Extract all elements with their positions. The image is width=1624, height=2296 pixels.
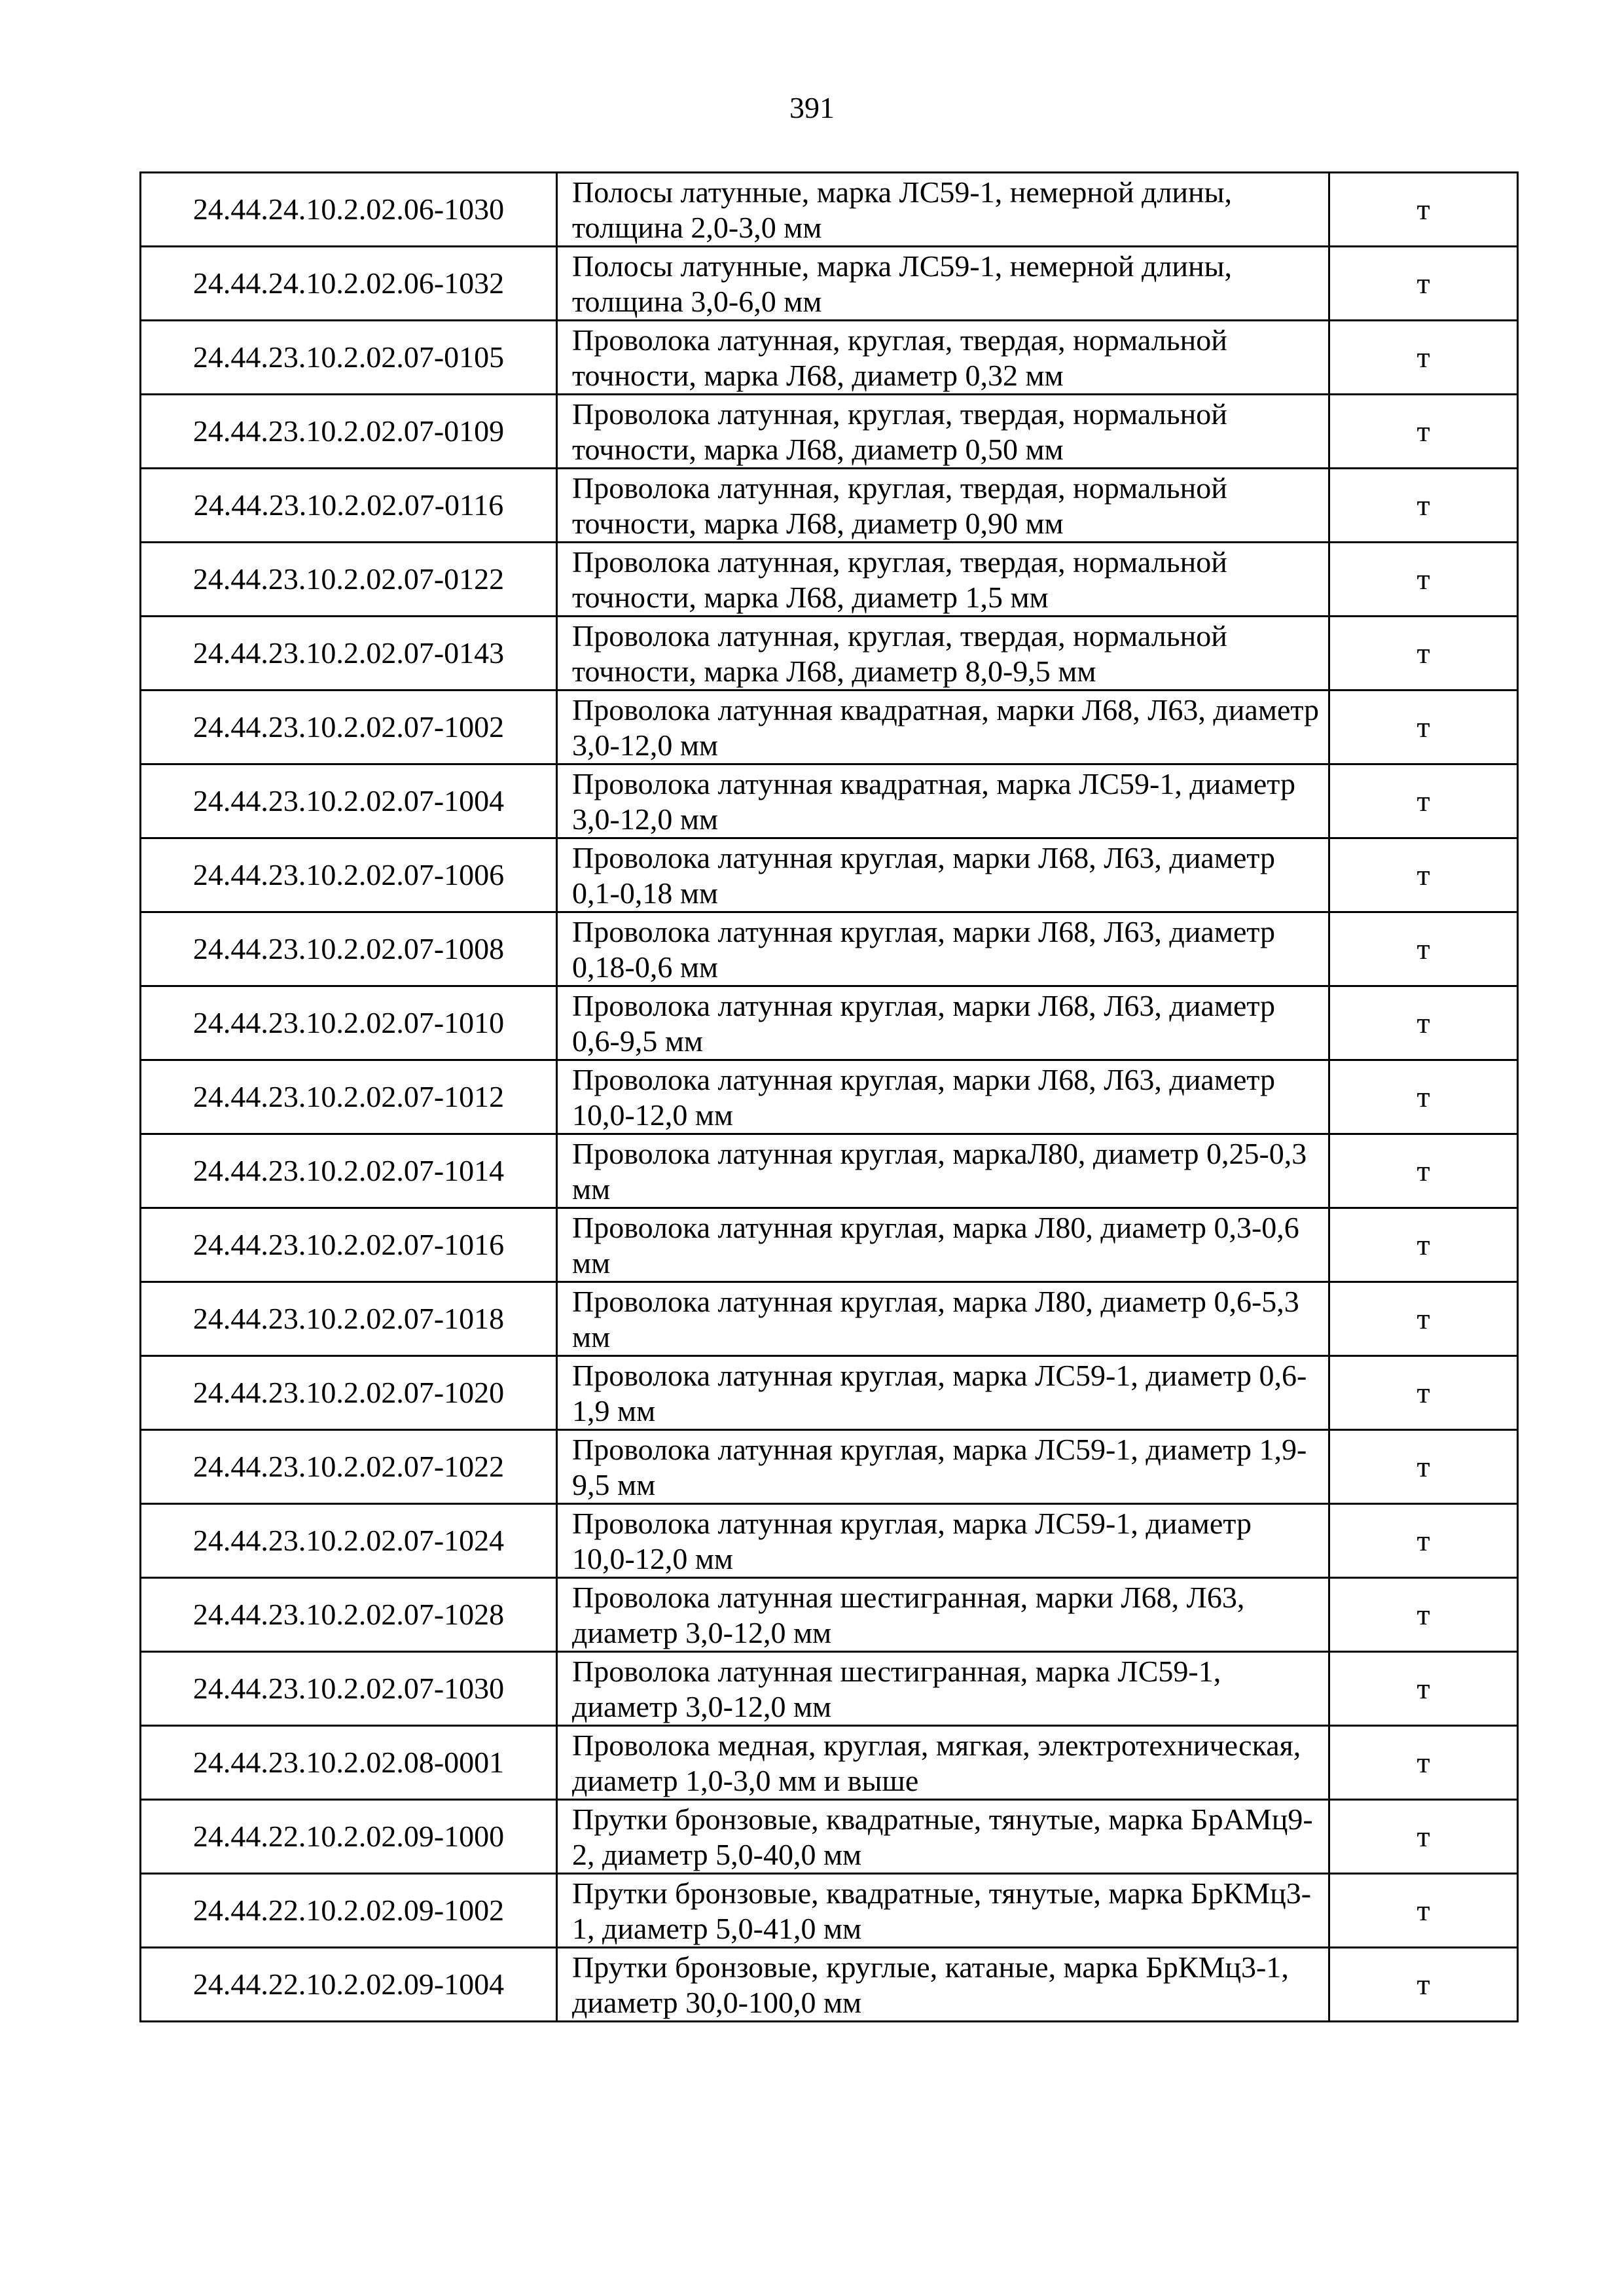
resource-code-cell: 24.44.23.10.2.02.07-1030 bbox=[141, 1652, 557, 1726]
table-row bbox=[141, 1578, 1518, 1652]
table-row bbox=[141, 173, 1518, 247]
table-row bbox=[141, 469, 1518, 543]
table-row bbox=[141, 1800, 1518, 1874]
unit-cell: т bbox=[1329, 1282, 1518, 1356]
resource-code-cell: 24.44.23.10.2.02.07-0143 bbox=[141, 617, 557, 691]
unit-cell: т bbox=[1329, 1134, 1518, 1208]
resource-code-cell: 24.44.23.10.2.02.07-1010 bbox=[141, 986, 557, 1060]
resource-description-cell: Проволока латунная круглая, марка ЛС59-1, диаметр 1,9-9,5 мм bbox=[557, 1430, 1329, 1504]
resource-description-cell: Проволока латунная круглая, марки Л68, Л63, диаметр 10,0-12,0 мм bbox=[557, 1060, 1329, 1134]
resource-description-cell: Проволока латунная шестигранная, марка ЛС59-1, диаметр 3,0-12,0 мм bbox=[557, 1652, 1329, 1726]
table-row bbox=[141, 1726, 1518, 1800]
resource-description-cell: Полосы латунные, марка ЛС59-1, немерной длины, толщина 3,0-6,0 мм bbox=[557, 247, 1329, 321]
table-row bbox=[141, 1356, 1518, 1430]
unit-cell: т bbox=[1329, 764, 1518, 838]
table-row bbox=[141, 321, 1518, 395]
table-row bbox=[141, 1208, 1518, 1282]
unit-cell: т bbox=[1329, 838, 1518, 912]
resource-code-cell: 24.44.23.10.2.02.07-1018 bbox=[141, 1282, 557, 1356]
resource-description-cell: Полосы латунные, марка ЛС59-1, немерной длины, толщина 2,0-3,0 мм bbox=[557, 173, 1329, 247]
table-row bbox=[141, 395, 1518, 469]
table-row bbox=[141, 1060, 1518, 1134]
unit-cell: т bbox=[1329, 247, 1518, 321]
unit-cell: т bbox=[1329, 986, 1518, 1060]
unit-cell: т bbox=[1329, 1948, 1518, 2022]
resource-code-cell: 24.44.23.10.2.02.07-1016 bbox=[141, 1208, 557, 1282]
resource-code-cell: 24.44.24.10.2.02.06-1032 bbox=[141, 247, 557, 321]
resource-code-cell: 24.44.23.10.2.02.07-1006 bbox=[141, 838, 557, 912]
page-number: 391 bbox=[789, 91, 835, 124]
resource-description-cell: Проволока латунная шестигранная, марки Л68, Л63, диаметр 3,0-12,0 мм bbox=[557, 1578, 1329, 1652]
table-row bbox=[141, 1652, 1518, 1726]
resource-description-cell: Прутки бронзовые, квадратные, тянутые, марка БрКМц3-1, диаметр 5,0-41,0 мм bbox=[557, 1874, 1329, 1948]
resource-code-cell: 24.44.23.10.2.02.07-1020 bbox=[141, 1356, 557, 1430]
unit-cell: т bbox=[1329, 1726, 1518, 1800]
resource-code-cell: 24.44.23.10.2.02.07-1028 bbox=[141, 1578, 557, 1652]
unit-cell: т bbox=[1329, 469, 1518, 543]
resource-code-cell: 24.44.24.10.2.02.06-1030 bbox=[141, 173, 557, 247]
table-row bbox=[141, 1430, 1518, 1504]
unit-cell: т bbox=[1329, 1356, 1518, 1430]
unit-cell: т bbox=[1329, 1430, 1518, 1504]
unit-cell: т bbox=[1329, 1874, 1518, 1948]
table-body bbox=[141, 173, 1518, 2022]
resource-code-cell: 24.44.23.10.2.02.07-0105 bbox=[141, 321, 557, 395]
resource-description-cell: Проволока латунная квадратная, марки Л68, Л63, диаметр 3,0-12,0 мм bbox=[557, 691, 1329, 764]
unit-cell: т bbox=[1329, 321, 1518, 395]
unit-cell: т bbox=[1329, 1504, 1518, 1578]
unit-cell: т bbox=[1329, 1060, 1518, 1134]
resource-code-cell: 24.44.23.10.2.02.07-1004 bbox=[141, 764, 557, 838]
resource-description-cell: Проволока латунная круглая, марка Л80, диаметр 0,3-0,6 мм bbox=[557, 1208, 1329, 1282]
table-row bbox=[141, 1874, 1518, 1948]
resource-description-cell: Проволока латунная круглая, марки Л68, Л63, диаметр 0,18-0,6 мм bbox=[557, 912, 1329, 986]
unit-cell: т bbox=[1329, 912, 1518, 986]
resource-code-cell: 24.44.22.10.2.02.09-1000 bbox=[141, 1800, 557, 1874]
table-row bbox=[141, 1134, 1518, 1208]
unit-cell: т bbox=[1329, 617, 1518, 691]
resource-code-cell: 24.44.23.10.2.02.07-1024 bbox=[141, 1504, 557, 1578]
resource-code-cell: 24.44.23.10.2.02.07-1014 bbox=[141, 1134, 557, 1208]
resource-description-cell: Проволока латунная, круглая, твердая, нормальной точности, марка Л68, диаметр 1,5 мм bbox=[557, 543, 1329, 617]
table-row bbox=[141, 543, 1518, 617]
table-row bbox=[141, 1282, 1518, 1356]
table-row bbox=[141, 986, 1518, 1060]
resource-code-cell: 24.44.23.10.2.02.07-1022 bbox=[141, 1430, 557, 1504]
unit-cell: т bbox=[1329, 395, 1518, 469]
resource-code-cell: 24.44.22.10.2.02.09-1002 bbox=[141, 1874, 557, 1948]
table-row bbox=[141, 764, 1518, 838]
table-row bbox=[141, 912, 1518, 986]
table-row bbox=[141, 691, 1518, 764]
resource-description-cell: Проволока латунная круглая, марка ЛС59-1, диаметр 0,6-1,9 мм bbox=[557, 1356, 1329, 1430]
resource-description-cell: Проволока латунная круглая, маркаЛ80, диаметр 0,25-0,3 мм bbox=[557, 1134, 1329, 1208]
resource-description-cell: Проволока латунная круглая, марки Л68, Л63, диаметр 0,6-9,5 мм bbox=[557, 986, 1329, 1060]
resource-description-cell: Проволока латунная квадратная, марка ЛС59-1, диаметр 3,0-12,0 мм bbox=[557, 764, 1329, 838]
unit-cell: т bbox=[1329, 173, 1518, 247]
table-row bbox=[141, 617, 1518, 691]
resource-code-cell: 24.44.22.10.2.02.09-1004 bbox=[141, 1948, 557, 2022]
unit-cell: т bbox=[1329, 543, 1518, 617]
unit-cell: т bbox=[1329, 691, 1518, 764]
resource-description-cell: Проволока латунная, круглая, твердая, нормальной точности, марка Л68, диаметр 0,90 мм bbox=[557, 469, 1329, 543]
resource-codes-table bbox=[139, 171, 1519, 2022]
resource-description-cell: Проволока латунная, круглая, твердая, нормальной точности, марка Л68, диаметр 0,32 мм bbox=[557, 321, 1329, 395]
unit-cell: т bbox=[1329, 1800, 1518, 1874]
resource-description-cell: Прутки бронзовые, круглые, катаные, марка БрКМц3-1, диаметр 30,0-100,0 мм bbox=[557, 1948, 1329, 2022]
resource-code-cell: 24.44.23.10.2.02.08-0001 bbox=[141, 1726, 557, 1800]
resource-description-cell: Проволока медная, круглая, мягкая, электротехническая, диаметр 1,0-3,0 мм и выше bbox=[557, 1726, 1329, 1800]
unit-cell: т bbox=[1329, 1208, 1518, 1282]
resource-code-cell: 24.44.23.10.2.02.07-0109 bbox=[141, 395, 557, 469]
resource-description-cell: Проволока латунная круглая, марка Л80, диаметр 0,6-5,3 мм bbox=[557, 1282, 1329, 1356]
resource-description-cell: Проволока латунная, круглая, твердая, нормальной точности, марка Л68, диаметр 0,50 мм bbox=[557, 395, 1329, 469]
resource-description-cell: Прутки бронзовые, квадратные, тянутые, марка БрАМц9-2, диаметр 5,0-40,0 мм bbox=[557, 1800, 1329, 1874]
resource-code-cell: 24.44.23.10.2.02.07-0116 bbox=[141, 469, 557, 543]
resource-description-cell: Проволока латунная, круглая, твердая, нормальной точности, марка Л68, диаметр 8,0-9,5 мм bbox=[557, 617, 1329, 691]
unit-cell: т bbox=[1329, 1578, 1518, 1652]
table-row bbox=[141, 247, 1518, 321]
resource-code-cell: 24.44.23.10.2.02.07-1012 bbox=[141, 1060, 557, 1134]
unit-cell: т bbox=[1329, 1652, 1518, 1726]
resource-code-cell: 24.44.23.10.2.02.07-1008 bbox=[141, 912, 557, 986]
table-row bbox=[141, 1504, 1518, 1578]
resource-description-cell: Проволока латунная круглая, марки Л68, Л63, диаметр 0,1-0,18 мм bbox=[557, 838, 1329, 912]
table-row bbox=[141, 1948, 1518, 2022]
resource-description-cell: Проволока латунная круглая, марка ЛС59-1, диаметр 10,0-12,0 мм bbox=[557, 1504, 1329, 1578]
resource-code-cell: 24.44.23.10.2.02.07-0122 bbox=[141, 543, 557, 617]
table-row bbox=[141, 838, 1518, 912]
resource-code-cell: 24.44.23.10.2.02.07-1002 bbox=[141, 691, 557, 764]
